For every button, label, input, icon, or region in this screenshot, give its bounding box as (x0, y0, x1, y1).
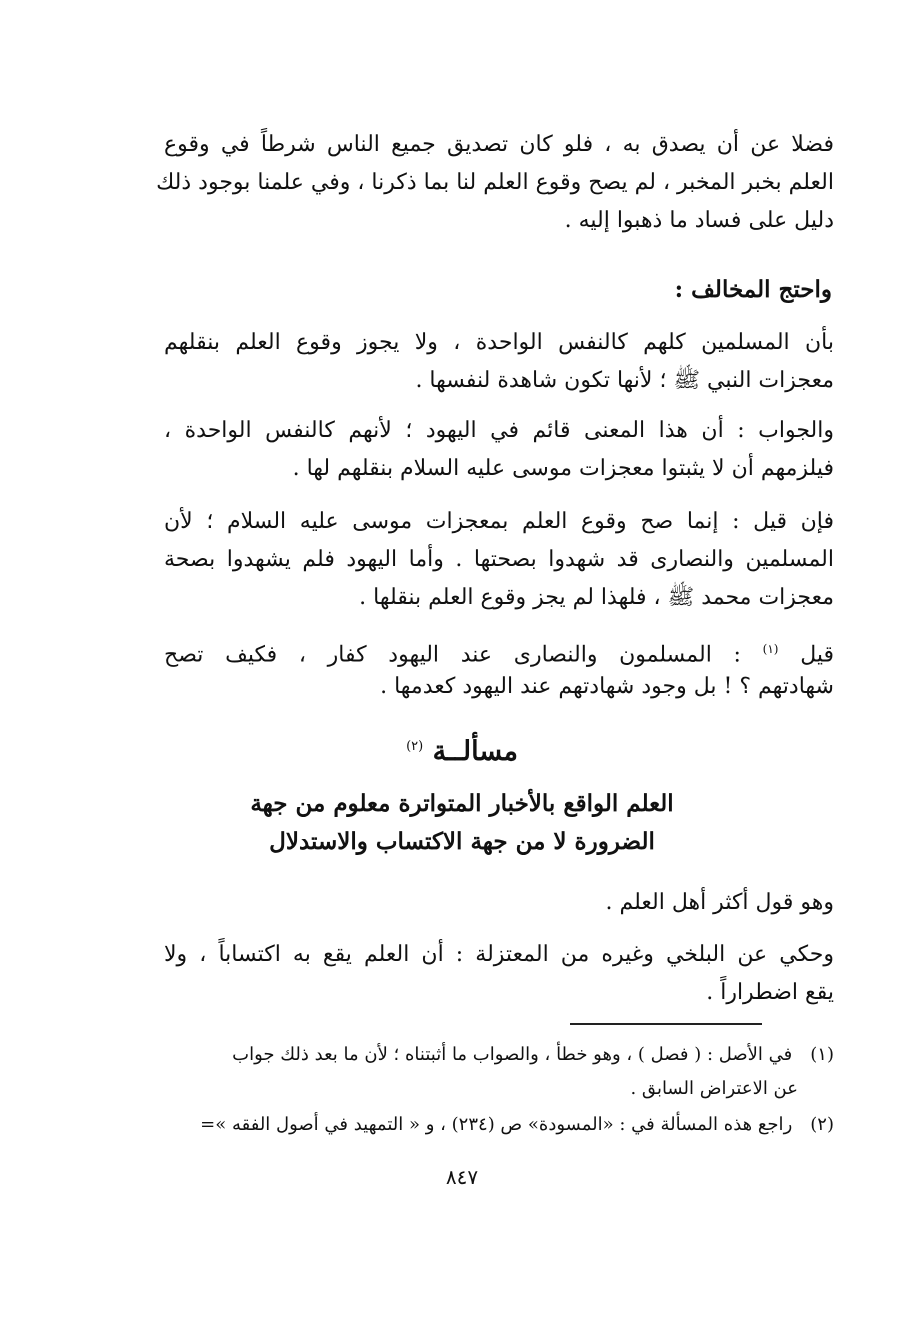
text-line: وحكي عن البلخي وغيره من المعتزلة : أن العلم يقع به اكتساباً ، ولا (164, 942, 834, 967)
footnote-number: (١) (810, 1044, 834, 1065)
page-number: ٨٤٧ (445, 1165, 479, 1189)
text-line: المسلمين والنصارى قد شهدوا بصحتها . وأما اليهود فلم يشهدوا بصحة (164, 547, 834, 572)
section-heading-opponent: واحتج المخالف : (674, 276, 832, 303)
text-line: معجزات محمد ﷺ ، فلهذا لم يجز وقوع العلم بنقلها . (359, 585, 834, 610)
footnote-text: راجع هذه المسألة في : «المسودة» ص (٢٣٤) ، و « التمهيد في أصول الفقه »= (200, 1114, 793, 1135)
footnote-text: في الأصل : ( فصل ) ، وهو خطأ ، والصواب ما أثبتناه ؛ لأن ما بعد ذلك جواب (232, 1044, 793, 1065)
text-line: فضلا عن أن يصدق به ، فلو كان تصديق جميع الناس شرطاً في وقوع (164, 132, 834, 157)
text-line: والجواب : أن هذا المعنى قائم في اليهود ؛ لأنهم كالنفس الواحدة ، (164, 418, 834, 443)
footnote-1 (164, 1040, 834, 1070)
text-line: يقع اضطراراً . (706, 980, 834, 1005)
footnote-divider (570, 1023, 762, 1025)
masala-heading-line: العلم الواقع بالأخبار المتواترة معلوم من جهة (250, 790, 674, 817)
footnote-marker: (٢) (406, 739, 424, 754)
text-line: بأن المسلمين كلهم كالنفس الواحدة ، ولا يجوز وقوع العلم بنقلهم (164, 330, 834, 355)
footnote-number: (٢) (810, 1114, 834, 1135)
text-line: فإن قيل : إنما صح وقوع العلم بمعجزات موسى عليه السلام ؛ لأن (164, 509, 834, 534)
masala-title-text: مسألــة (432, 736, 518, 767)
text-line: دليل على فساد ما ذهبوا إليه . (564, 208, 834, 233)
text-line (164, 632, 834, 672)
said-word: قيل (800, 642, 835, 668)
text-line: فيلزمهم أن لا يثبتوا معجزات موسى عليه السلام بنقلهم لها . (292, 456, 834, 481)
said-text: : المسلمون والنصارى عند اليهود كفار ، فكيف تصح (164, 642, 741, 668)
text-line: وهو قول أكثر أهل العلم . (605, 890, 834, 915)
masala-title (0, 736, 924, 767)
text-line: العلم بخبر المخبر ، لم يصح وقوع العلم لنا بما ذكرنا ، وفي علمنا بوجود ذلك (156, 170, 834, 195)
footnote-marker: (١) (762, 642, 779, 656)
text-line: معجزات النبي ﷺ ؛ لأنها تكون شاهدة لنفسها . (415, 368, 834, 393)
footnote-1-continuation: عن الاعتراض السابق . (630, 1078, 798, 1099)
text-line: شهادتهم ؟ ! بل وجود شهادتهم عند اليهود كعدمها . (380, 674, 834, 699)
masala-heading-line: الضرورة لا من جهة الاكتساب والاستدلال (269, 828, 655, 855)
footnote-2 (164, 1110, 834, 1140)
